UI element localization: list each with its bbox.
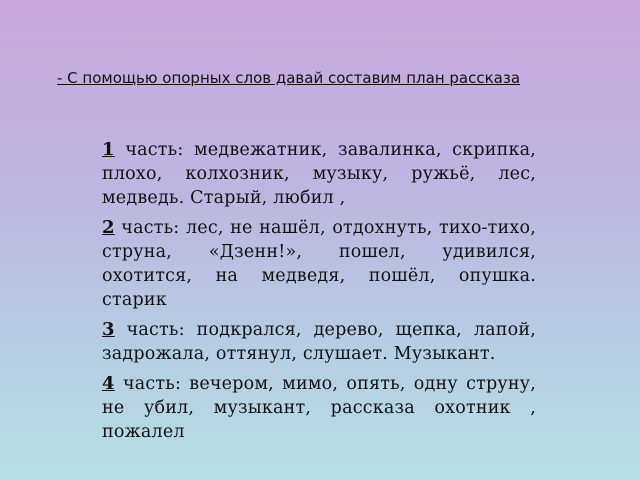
part-number: 2 <box>102 217 115 238</box>
instruction-heading: - С помощью опорных слов давай составим план рассказа <box>57 69 521 87</box>
part-keywords: часть: лес, не нашёл, отдохнуть, тихо-тихо, струна, «Дзенн!», пошел, удивился, охотится, на медведя, пошёл, опушка. старик <box>102 218 536 310</box>
plan-part-1 <box>102 138 536 210</box>
part-keywords: часть: вечером, мимо, опять, одну струну, не убил, музыкант, рассказа охотник , пожалел <box>102 374 537 442</box>
plan-part-3 <box>102 318 536 366</box>
part-number: 3 <box>102 319 115 340</box>
part-number: 4 <box>102 373 115 394</box>
part-number: 1 <box>102 139 115 160</box>
plan-part-2 <box>102 216 536 312</box>
part-keywords: часть: медвежатник, завалинка, скрипка, плохо, колхозник, музыку, ружьё, лес, медведь. Старый, любил , <box>102 140 536 208</box>
part-keywords: часть: подкрался, дерево, щепка, лапой, задрожала, оттянул, слушает. Музыкант. <box>102 320 536 364</box>
plan-part-4 <box>102 372 536 444</box>
story-plan-list <box>102 138 536 450</box>
